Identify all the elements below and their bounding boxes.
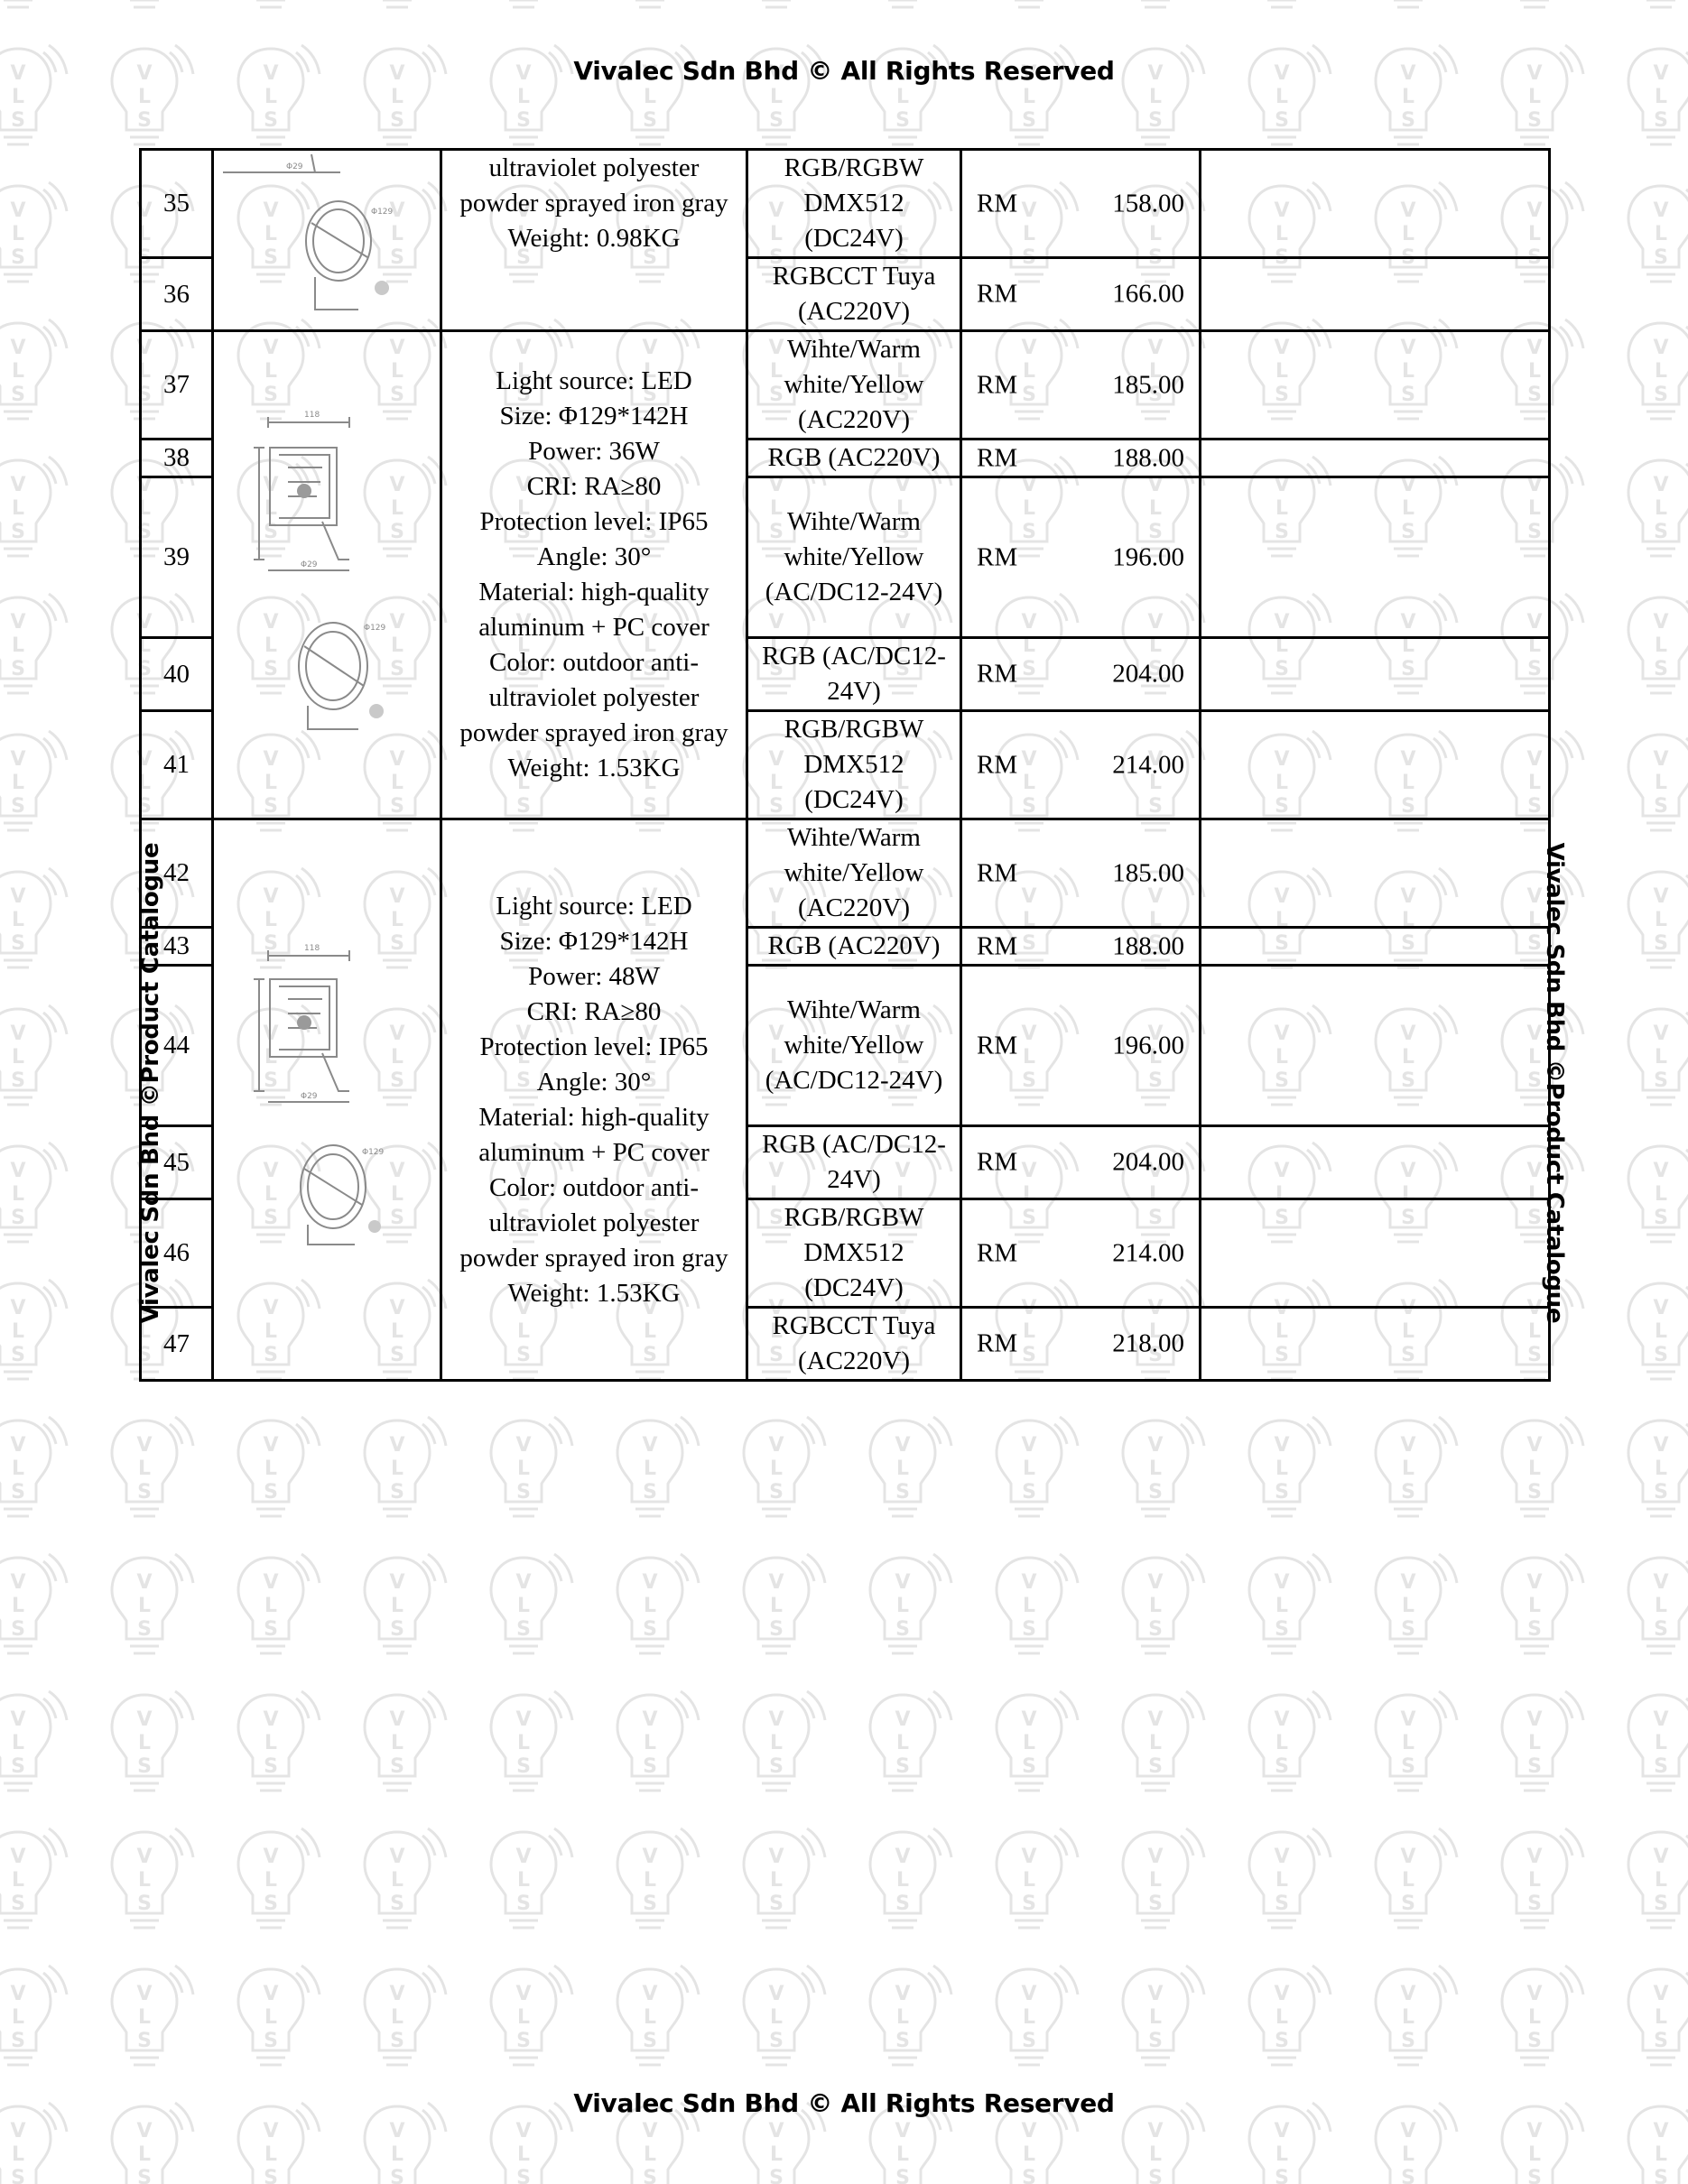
blank-cell: [1201, 258, 1550, 331]
product-image: [213, 331, 441, 819]
price: 188.00: [1112, 443, 1184, 472]
page-header: Vivalec Sdn Bhd © All Rights Reserved: [573, 56, 1115, 86]
svg-text:Φ29: Φ29: [286, 162, 303, 171]
variant-cell: [747, 258, 961, 331]
svg-text:118: 118: [304, 944, 320, 953]
spec-cell: [441, 819, 747, 1381]
currency: RM: [977, 1147, 1018, 1177]
currency: RM: [977, 279, 1018, 309]
price-cell: [961, 819, 1201, 928]
variant-line: (AC220V): [797, 405, 911, 434]
variant-line: (DC24V): [804, 224, 904, 253]
price: 166.00: [1112, 279, 1184, 309]
item-number: 44: [141, 966, 213, 1126]
blank-cell: [1201, 1199, 1550, 1308]
side-label-left: Vivalec Sdn Bhd ©Product Catalogue: [137, 842, 164, 1324]
spec-line: Color: outdoor anti-: [489, 1172, 699, 1202]
price-cell: [961, 477, 1201, 638]
variant-line: Wihte/Warm: [787, 507, 921, 536]
spec-line: Light source: LED: [496, 891, 692, 921]
price-cell: [961, 1199, 1201, 1308]
variant-cell: [747, 150, 961, 258]
item-number: 42: [141, 819, 213, 928]
price: 185.00: [1112, 858, 1184, 887]
price-cell: [961, 1126, 1201, 1199]
currency: RM: [977, 370, 1018, 399]
svg-text:118: 118: [304, 411, 320, 420]
spec-line: CRI: RA≥80: [526, 472, 662, 501]
blank-cell: [1201, 331, 1550, 440]
spec-line: Angle: 30°: [536, 542, 652, 571]
spec-line: Power: 48W: [528, 961, 660, 991]
table-row: [141, 819, 1550, 928]
spec-line: aluminum + PC cover: [478, 1137, 710, 1167]
variant-line: white/Yellow: [784, 370, 924, 399]
variant-cell: [747, 638, 961, 711]
currency: RM: [977, 1031, 1018, 1060]
item-number: 41: [141, 711, 213, 819]
price-cell: [961, 638, 1201, 711]
spec-line: aluminum + PC cover: [478, 613, 710, 642]
currency: RM: [977, 542, 1018, 571]
variant-cell: [747, 711, 961, 819]
currency: RM: [977, 1328, 1018, 1358]
item-number: 43: [141, 928, 213, 966]
price: 214.00: [1112, 750, 1184, 779]
spec-line: Power: 36W: [528, 437, 660, 466]
product-table: [139, 148, 1548, 1382]
variant-line: white/Yellow: [784, 1031, 924, 1060]
variant-cell: [747, 1308, 961, 1381]
variant-cell: [747, 819, 961, 928]
price-cell: [961, 258, 1201, 331]
blank-cell: [1201, 440, 1550, 477]
floodlight-drawing-icon: [214, 332, 442, 809]
variant-line: RGB/RGBW: [784, 153, 924, 182]
variant-line: RGBCCT Tuya: [772, 1311, 936, 1340]
product-image: [213, 819, 441, 1381]
price: 196.00: [1112, 542, 1184, 571]
variant-line: Wihte/Warm: [787, 823, 921, 852]
variant-line: 24V): [827, 1165, 881, 1194]
variant-cell: [747, 331, 961, 440]
item-number: 39: [141, 477, 213, 638]
table-row: [141, 331, 1550, 440]
currency: RM: [977, 443, 1018, 472]
variant-cell: [747, 477, 961, 638]
variant-line: (AC/DC12-24V): [765, 578, 943, 606]
variant-line: (AC/DC12-24V): [765, 1066, 943, 1095]
item-number: 35: [141, 150, 213, 258]
price: 188.00: [1112, 931, 1184, 960]
price: 185.00: [1112, 370, 1184, 399]
variant-cell: [747, 440, 961, 477]
variant-line: DMX512: [803, 1238, 904, 1267]
price: 204.00: [1112, 1147, 1184, 1177]
variant-line: RGB (AC220V): [767, 443, 941, 472]
svg-text:Φ129: Φ129: [364, 624, 386, 633]
item-number: 46: [141, 1199, 213, 1308]
blank-cell: [1201, 477, 1550, 638]
variant-line: white/Yellow: [784, 542, 924, 571]
blank-cell: [1201, 966, 1550, 1126]
variant-cell: [747, 1199, 961, 1308]
spec-line: Angle: 30°: [536, 1067, 652, 1097]
variant-line: RGBCCT Tuya: [772, 262, 936, 291]
product-image: [213, 150, 441, 331]
page-footer: Vivalec Sdn Bhd © All Rights Reserved: [573, 2088, 1115, 2118]
svg-text:Φ29: Φ29: [301, 1092, 318, 1101]
currency: RM: [977, 659, 1018, 689]
item-number: 45: [141, 1126, 213, 1199]
price-cell: [961, 331, 1201, 440]
blank-cell: [1201, 638, 1550, 711]
spec-line: ultraviolet polyester: [488, 1208, 700, 1237]
variant-line: (AC220V): [797, 893, 911, 922]
spec-line: Size: Φ129*142H: [499, 926, 689, 956]
variant-line: (DC24V): [804, 785, 904, 814]
variant-line: RGB/RGBW: [784, 1203, 924, 1232]
spec-line: ultraviolet polyester: [488, 683, 700, 712]
price: 204.00: [1112, 659, 1184, 689]
blank-cell: [1201, 150, 1550, 258]
variant-line: Wihte/Warm: [787, 995, 921, 1024]
svg-text:Φ129: Φ129: [362, 1148, 385, 1157]
variant-line: RGB (AC220V): [767, 931, 941, 960]
variant-line: (DC24V): [804, 1273, 904, 1302]
table-row: [141, 150, 1550, 258]
currency: RM: [977, 189, 1018, 217]
spec-line: Protection level: IP65: [479, 1032, 709, 1061]
spec-line: Weight: 1.53KG: [507, 754, 681, 782]
price: 218.00: [1112, 1328, 1184, 1358]
svg-text:Φ129: Φ129: [371, 208, 394, 217]
svg-text:Φ29: Φ29: [301, 560, 318, 569]
item-number: 36: [141, 258, 213, 331]
side-label-right: Vivalec Sdn Bhd ©Product Catalogue: [1541, 842, 1568, 1324]
price: 196.00: [1112, 1031, 1184, 1060]
variant-line: RGB (AC/DC12-: [762, 1130, 946, 1159]
blank-cell: [1201, 928, 1550, 966]
spec-line: powder sprayed iron gray: [459, 718, 728, 747]
variant-line: DMX512: [803, 189, 904, 217]
blank-cell: [1201, 819, 1550, 928]
price-cell: [961, 928, 1201, 966]
price-cell: [961, 966, 1201, 1126]
item-number: 38: [141, 440, 213, 477]
blank-cell: [1201, 1308, 1550, 1381]
variant-line: white/Yellow: [784, 858, 924, 887]
blank-cell: [1201, 1126, 1550, 1199]
variant-line: DMX512: [803, 750, 904, 779]
spec-line: Size: Φ129*142H: [499, 402, 689, 430]
variant-line: 24V): [827, 677, 881, 706]
variant-cell: [747, 966, 961, 1126]
spec-line: Material: high-quality: [478, 578, 710, 606]
item-number: 40: [141, 638, 213, 711]
price-cell: [961, 440, 1201, 477]
spec-line: Material: high-quality: [478, 1102, 710, 1132]
spec-line: CRI: RA≥80: [526, 996, 662, 1026]
spec-cell: [441, 331, 747, 819]
price-cell: [961, 711, 1201, 819]
variant-line: (AC220V): [797, 1346, 911, 1375]
price: 214.00: [1112, 1238, 1184, 1267]
variant-line: (AC220V): [797, 297, 911, 326]
spec-line: powder sprayed iron gray: [459, 189, 728, 217]
price-cell: [961, 150, 1201, 258]
spec-cell: [441, 150, 747, 331]
price-cell: [961, 1308, 1201, 1381]
floodlight-drawing-icon: [214, 151, 442, 329]
variant-line: RGB (AC/DC12-: [762, 642, 946, 671]
spec-line: powder sprayed iron gray: [459, 1243, 728, 1272]
spec-line: Weight: 0.98KG: [507, 224, 681, 253]
spec-line: ultraviolet polyester: [488, 153, 700, 182]
item-number: 47: [141, 1308, 213, 1381]
currency: RM: [977, 1238, 1018, 1267]
blank-cell: [1201, 711, 1550, 819]
currency: RM: [977, 858, 1018, 887]
price: 158.00: [1112, 189, 1184, 217]
spec-line: Protection level: IP65: [479, 507, 709, 536]
item-number: 37: [141, 331, 213, 440]
variant-line: Wihte/Warm: [787, 335, 921, 364]
variant-cell: [747, 928, 961, 966]
spec-line: Weight: 1.53KG: [507, 1278, 681, 1308]
spec-line: Light source: LED: [496, 366, 692, 395]
spec-line: Color: outdoor anti-: [489, 648, 699, 677]
variant-cell: [747, 1126, 961, 1199]
variant-line: RGB/RGBW: [784, 715, 924, 744]
currency: RM: [977, 931, 1018, 960]
floodlight-drawing-icon: [214, 820, 442, 1365]
currency: RM: [977, 750, 1018, 779]
